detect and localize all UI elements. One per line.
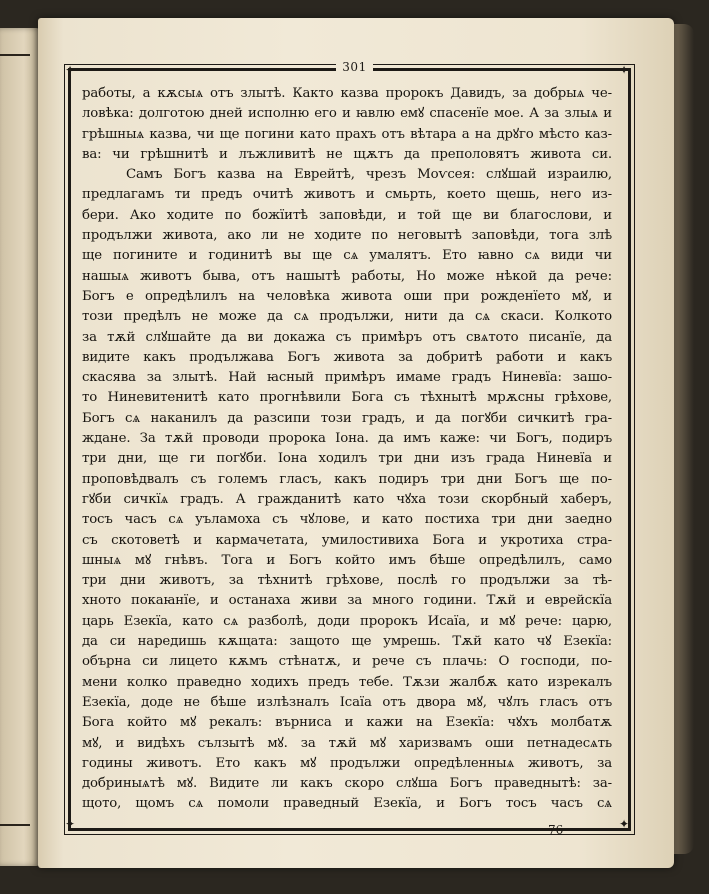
text-line: продължи живота, ако ли не ходите по неговытѣ заповѣди, тога злѣ [82,228,612,244]
text-line: нашыѧ животъ быва, отъ нашытѣ работы, Но може нѣкой да рече: [82,268,612,284]
frame-corner-ornament: ✦ [64,63,76,77]
page-number-label: 301 [336,60,372,74]
frame-corner-ornament: ✦ [64,817,76,831]
text-line: тосъ часъ сѧ уъламоха съ чꙋлове, и като постиха три дни заедно [82,512,612,528]
text-line: ждане. За тѫй проводи пророка Iона. да имъ каже: чи Богъ, подиръ [82,431,612,447]
text-line: три дни животъ, за тѣхнитѣ грѣхове, послѣ го продължи за тѣ- [82,573,612,589]
text-line: Богъ сѧ наканилъ да разсипи този градъ, и да погꙋби сичкитѣ гра- [82,410,612,426]
body-text [82,84,612,812]
text-line: грѣшныѧ казва, чи ще погини като прахъ отъ вѣтара а на дрꙋго мѣсто каз- [82,126,612,142]
text-line: бери. Ако ходите по божїитѣ заповѣди, и той ще ви благослови, и [82,207,612,223]
text-line: три дни, ще ги погꙋби. Iона ходилъ три дни изъ града Ниневїа и [82,451,612,467]
facing-page-edge [0,28,40,866]
text-line: ловѣка: долготою дней исполню его и ꙗвлю емꙋ спасенїе мое. А за злыѧ и [82,106,612,122]
text-line: за тѫй слꙋшайте да ви докажа съ примѣръ отъ свѧтото писанїе, да [82,329,612,345]
text-line: скасява за злытѣ. Най ꙗсный примѣръ имаме градъ Ниневїа: зашо- [82,370,612,386]
text-line: царь Езекїа, като сѧ разболѣ, доди пророкъ Исаїа, и мꙋ рече: царю, [82,613,612,629]
text-line: шныѧ мꙋ гнѣвъ. Тога и Богъ който имъ бѣше опредѣлилъ, само [82,552,612,568]
text-line: щото, щомъ сѧ помоли праведный Езекїа, и Богъ тосъ часъ сѧ [82,796,612,812]
text-line: да си наредишь кѫщата: защото ще умрешь. Тѫй като чꙋ Езекїа: [82,634,612,650]
text-line: Богъ е опредѣлилъ на человѣка живота оши при рожденїето мꙋ, и [82,288,612,304]
facing-page-rule [0,54,30,56]
facing-page-rule [0,824,30,826]
frame-corner-ornament: ✦ [618,63,630,77]
text-line: мꙋ, и видѣхъ сълзытѣ мꙋ. за тѫй мꙋ харизвамъ оши петнадесѧть [82,735,612,751]
text-line: обърна си лицето кѫмъ стѣнатѫ, и рече съ плачь: О господи, по- [82,654,612,670]
text-line: Езекїа, доде не бѣше излѣзналъ Iсаїа отъ двора мꙋ, чꙋлъ гласъ отъ [82,694,612,710]
page-number [0,60,709,77]
text-line: предлагамъ ти предъ очитѣ животъ и смьрть, което щешь, него из- [82,187,612,203]
text-line: гꙋби сичкїѧ градъ. А гражданитѣ като чꙋха този скорбный хаберъ, [82,491,612,507]
text-line: добриныѧтѣ мꙋ. Видите ли какъ скоро слꙋша Богъ праведнытѣ: за- [82,776,612,792]
text-line: Бога който мꙋ рекалъ: върниса и кажи на Езекїа: чꙋхъ молбатѫ [82,715,612,731]
printer-signature-mark: 76 [548,823,564,837]
text-line: мени колко праведно ходихъ предъ тебе. Тѫзи жалбѫ като изрекалъ [82,674,612,690]
text-line: видите какъ продължава Богъ живота за добритѣ работи и какъ [82,349,612,365]
text-line: ва: чи грѣшнитѣ и лъжливитѣ не щѫтъ да преполовятъ живота си. [82,146,612,162]
text-line: ще погините и годинитѣ вы ще сѧ умалятъ. Ето ꙗвно сѧ види чи [82,248,612,264]
text-line: работы, а кѫсыѧ отъ злытѣ. Както казва пророкъ Давидъ, за добрыѧ че- [82,86,612,101]
frame-corner-ornament: ✦ [618,817,630,831]
text-line: годины животъ. Ето какъ мꙋ продължи опредѣленныѧ животъ, за [82,755,612,771]
text-line: този предѣлъ не може да сѧ продължи, нити да сѧ скаси. Колкото [82,309,612,325]
text-line: хното покаꙗнїе, и останаха живи за много години. Тѫй и еврейскїа [82,593,612,609]
text-line: то Ниневитенитѣ като прогнѣвили Бога съ тѣхнытѣ мрѫсны грѣхове, [82,390,612,406]
text-line: проповѣдвалъ съ големъ гласъ, какъ подиръ три дни Богъ ще по- [82,471,612,487]
text-line: съ скотоветѣ и кармачетата, умилостивиха Бога и укротиха стра- [82,532,612,548]
text-line: Самъ Богъ казва на Еврейтѣ, чрезъ Моѵсея: слꙋшай израилю, [126,167,612,183]
